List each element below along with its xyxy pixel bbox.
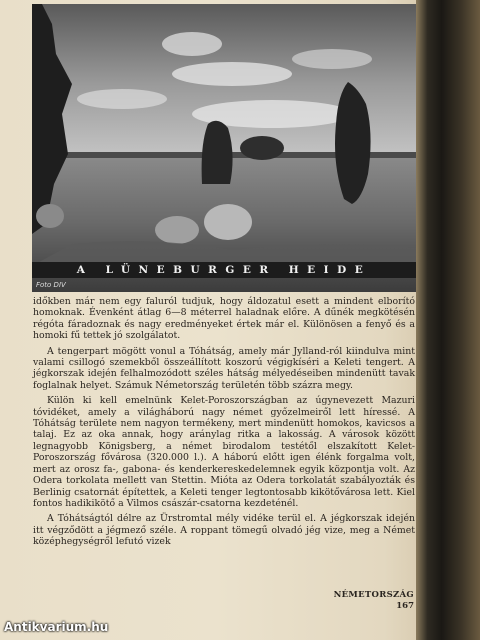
photo-credit: Foto DIV xyxy=(36,281,66,289)
watermark: Antikvarium.hu xyxy=(4,620,109,634)
cloud xyxy=(162,32,222,56)
boulder xyxy=(36,204,64,228)
page-number: 167 xyxy=(396,601,414,611)
paragraph: A tengerpart mögött vonul a Tóhátság, amely már Jylland-ról kiindulva mint valami csillogó szemekből összeállított koszorú végigkíséri a Keleti tengert. A jégkorszak idején felhalmozódott széles hátság mélyedéseiben mindenütt tavak foglalnak helyet. Számuk Németország területén több százra megy. xyxy=(33,345,415,391)
paragraph: Külön ki kell emelnünk Kelet-Poroszországban az úgynevezett Mazuri tóvidéket, amely a világháború nagy német győzelmeiről lett híressé. A Tóhátság területe nem nagyon termékeny, mert mindenütt homokos, kavicsos a talaj. Ez az oka annak, hogy aránylag ritka a lakosság. A városok között legnagyobb Königsberg, a német birodalom testétől elszakított Kelet-Poroszország fővárosa (320.000 l.). A háború előtt igen élénk forgalma volt, mert az orosz fa-, gabona- és kenderkereskedelemnek egyik központja volt. Az Odera torkolata mellett van Stettin. Mióta az Odera torkolatát szabályozták és Berlinig csatornát építettek, a Keleti tenger legtontosabb kikötővárosa lett. Kiel fontos hadikikötő a Vilmos császár-csatorna kezdeténél. xyxy=(33,395,415,509)
book-binding-edge xyxy=(416,0,480,640)
distant-tree xyxy=(240,136,284,160)
cloud xyxy=(77,89,167,109)
body-text xyxy=(33,296,415,548)
juniper-bush xyxy=(202,121,233,184)
photo-caption-band xyxy=(32,262,416,278)
heath-landscape-illustration xyxy=(32,4,416,292)
cloud xyxy=(172,62,292,86)
landscape-photo xyxy=(32,4,416,292)
photo-caption: A LÜNEBURGER HEIDE xyxy=(76,264,372,276)
boulder xyxy=(204,204,252,240)
paragraph: A Tóhátságtól délre az Ürstromtal mély vidéke terül el. A jégkorszak idején itt végződött a jégmező széle. A roppant tömegű olvadó jég vize, meg a Német középhegységről lefutó vizek xyxy=(33,513,415,548)
boulder xyxy=(155,216,199,244)
cloud xyxy=(292,49,372,69)
running-head: NÉMETORSZÁG xyxy=(333,590,414,600)
paragraph: időkben már nem egy faluról tudjuk, hogy áldozatul esett a mindent elborító homoknak. Évenként átlag 6—8 méterrel haladnak előre. A dűnék megkötésén régóta fáradoznak és nagy eredményeket értek már el. Különösen a fenyő és a homoki fű tettek jó szolgálatot. xyxy=(33,296,415,342)
